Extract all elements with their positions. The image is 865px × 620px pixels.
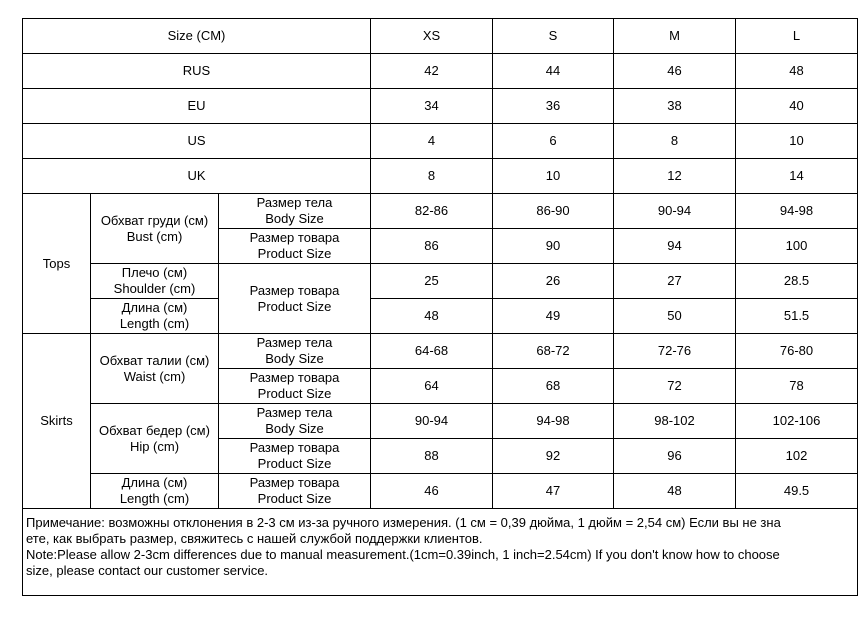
value-cell: 94-98: [736, 194, 858, 229]
value-cell: 28.5: [736, 264, 858, 299]
size-header-s: S: [493, 19, 614, 54]
value-cell: 48: [736, 54, 858, 89]
value-cell: 25: [371, 264, 493, 299]
value-cell: 102: [736, 439, 858, 474]
value-cell: 42: [371, 54, 493, 89]
value-cell: 44: [493, 54, 614, 89]
size-chart-table: [22, 18, 858, 596]
size-type-product: [219, 369, 371, 404]
value-cell: 90-94: [614, 194, 736, 229]
value-cell: 50: [614, 299, 736, 334]
note-row: [23, 509, 858, 596]
size-type-en: Product Size: [257, 456, 332, 471]
size-type-en: Product Size: [257, 298, 332, 314]
conversion-row-uk: [23, 159, 858, 194]
value-cell: 96: [614, 439, 736, 474]
value-cell: 90-94: [371, 404, 493, 439]
length-label-ru: Длина (см): [121, 300, 188, 315]
note-en-line-1: Note:Please allow 2-3cm differences due to manual measurement.(1cm=0.39inch, 1 inch=2.54cm) If you don't know how to choose: [26, 547, 780, 562]
value-cell: 48: [614, 474, 736, 509]
value-cell: 38: [614, 89, 736, 124]
value-cell: 6: [493, 124, 614, 159]
value-cell: 90: [493, 229, 614, 264]
size-type-en: Body Size: [265, 211, 324, 226]
value-cell: 88: [371, 439, 493, 474]
size-header-xs: XS: [371, 19, 493, 54]
note-en-line-2: size, please contact our customer service.: [26, 563, 269, 578]
header-row: [23, 19, 858, 54]
value-cell: 94-98: [493, 404, 614, 439]
value-cell: 40: [736, 89, 858, 124]
value-cell: 4: [371, 124, 493, 159]
value-cell: 48: [371, 299, 493, 334]
length-label-en: Length (cm): [119, 491, 190, 506]
size-type-ru: Размер товара: [249, 475, 340, 490]
value-cell: 68: [493, 369, 614, 404]
hip-label-ru: Обхват бедер (см): [99, 422, 210, 438]
size-type-en: Product Size: [257, 386, 332, 401]
skirts-waist-body-row: [23, 334, 858, 369]
hip-label-en: Hip (cm): [129, 438, 180, 454]
length-measure-label: [91, 299, 219, 334]
value-cell: 36: [493, 89, 614, 124]
value-cell: 100: [736, 229, 858, 264]
size-type-body: [219, 194, 371, 229]
shoulder-label-en: Shoulder (cm): [113, 281, 196, 296]
region-label: EU: [23, 89, 371, 124]
value-cell: 64-68: [371, 334, 493, 369]
value-cell: 8: [371, 159, 493, 194]
value-cell: 10: [736, 124, 858, 159]
region-label: RUS: [23, 54, 371, 89]
bust-label-en: Bust (cm): [126, 228, 183, 244]
region-label: US: [23, 124, 371, 159]
value-cell: 27: [614, 264, 736, 299]
value-cell: 98-102: [614, 404, 736, 439]
size-type-body: [219, 334, 371, 369]
value-cell: 68-72: [493, 334, 614, 369]
tops-length-row: [23, 299, 858, 334]
length-measure-label: [91, 474, 219, 509]
conversion-row-eu: [23, 89, 858, 124]
value-cell: 102-106: [736, 404, 858, 439]
skirts-section-label: Skirts: [23, 334, 91, 509]
size-type-ru: Размер тела: [256, 335, 333, 350]
size-type-product: [219, 229, 371, 264]
value-cell: 8: [614, 124, 736, 159]
value-cell: 86: [371, 229, 493, 264]
shoulder-label-ru: Плечо (см): [121, 265, 188, 280]
size-header-l: L: [736, 19, 858, 54]
waist-measure-label: [91, 334, 219, 404]
bust-measure-label: [91, 194, 219, 264]
value-cell: 76-80: [736, 334, 858, 369]
tops-bust-body-row: [23, 194, 858, 229]
tops-section-label: Tops: [23, 194, 91, 334]
skirts-length-row: [23, 474, 858, 509]
size-type-en: Body Size: [265, 351, 324, 366]
note-ru-line-2: ете, как выбрать размер, свяжитесь с нашей службой поддержки клиентов.: [26, 531, 483, 546]
value-cell: 46: [371, 474, 493, 509]
skirts-hip-body-row: [23, 404, 858, 439]
hip-measure-label: [91, 404, 219, 474]
size-type-en: Product Size: [257, 491, 332, 506]
size-type-product: [219, 474, 371, 509]
conversion-row-us: [23, 124, 858, 159]
size-type-ru: Размер тела: [256, 405, 333, 420]
value-cell: 34: [371, 89, 493, 124]
size-type-product: [219, 264, 371, 334]
value-cell: 49.5: [736, 474, 858, 509]
waist-label-ru: Обхват талии (см): [99, 352, 210, 368]
region-label: UK: [23, 159, 371, 194]
shoulder-measure-label: [91, 264, 219, 299]
value-cell: 26: [493, 264, 614, 299]
value-cell: 92: [493, 439, 614, 474]
value-cell: 72: [614, 369, 736, 404]
value-cell: 14: [736, 159, 858, 194]
size-type-body: [219, 404, 371, 439]
value-cell: 10: [493, 159, 614, 194]
waist-label-en: Waist (cm): [123, 368, 186, 384]
value-cell: 47: [493, 474, 614, 509]
size-type-ru: Размер товара: [249, 230, 340, 245]
conversion-row-rus: [23, 54, 858, 89]
length-label-en: Length (cm): [119, 316, 190, 331]
value-cell: 86-90: [493, 194, 614, 229]
size-type-ru: Размер тела: [256, 195, 333, 210]
size-header-m: M: [614, 19, 736, 54]
size-type-ru: Размер товара: [249, 282, 340, 298]
length-label-ru: Длина (см): [121, 475, 188, 490]
size-type-en: Product Size: [257, 246, 332, 261]
value-cell: 82-86: [371, 194, 493, 229]
value-cell: 51.5: [736, 299, 858, 334]
value-cell: 94: [614, 229, 736, 264]
size-type-product: [219, 439, 371, 474]
note-ru-line-1: Примечание: возможны отклонения в 2-3 см из-за ручного измерения. (1 см = 0,39 дюйма, 1 дюйм = 2,54 см) Если вы не зна: [26, 515, 781, 530]
size-type-ru: Размер товара: [249, 440, 340, 455]
value-cell: 12: [614, 159, 736, 194]
value-cell: 72-76: [614, 334, 736, 369]
value-cell: 46: [614, 54, 736, 89]
size-type-ru: Размер товара: [249, 370, 340, 385]
measurement-note: [23, 509, 858, 596]
value-cell: 78: [736, 369, 858, 404]
tops-shoulder-row: [23, 264, 858, 299]
size-header-label: Size (CM): [23, 19, 371, 54]
bust-label-ru: Обхват груди (см): [100, 212, 209, 228]
size-type-en: Body Size: [265, 421, 324, 436]
value-cell: 64: [371, 369, 493, 404]
value-cell: 49: [493, 299, 614, 334]
